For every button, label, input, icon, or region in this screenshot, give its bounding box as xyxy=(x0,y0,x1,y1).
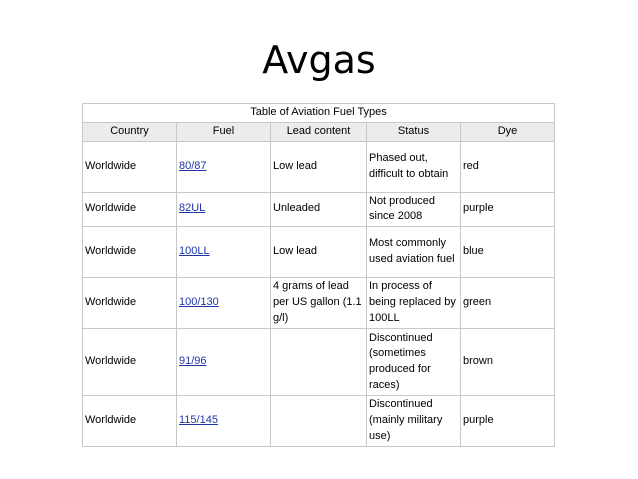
column-header-fuel: Fuel xyxy=(177,122,271,141)
fuel-cell xyxy=(177,329,271,396)
table-caption-row xyxy=(83,104,555,123)
fuel-link[interactable]: 115/145 xyxy=(179,414,218,427)
table-header-row xyxy=(83,122,555,141)
table-row xyxy=(83,396,555,447)
lead-cell: Unleaded xyxy=(271,192,367,227)
fuel-cell xyxy=(177,396,271,447)
fuel-link[interactable]: 82UL xyxy=(179,202,206,215)
lead-cell: 4 grams of lead per US gallon (1.1 g/l) xyxy=(271,278,367,329)
table-row xyxy=(83,227,555,278)
column-header-status: Status xyxy=(367,122,461,141)
status-cell: Discontinued (mainly military use) xyxy=(367,396,461,447)
status-cell: Most commonly used aviation fuel xyxy=(367,227,461,278)
dye-cell: green xyxy=(461,278,555,329)
fuel-link[interactable]: 80/87 xyxy=(179,159,207,172)
fuel-cell xyxy=(177,227,271,278)
fuel-link[interactable]: 100/130 xyxy=(179,296,219,309)
dye-cell: purple xyxy=(461,396,555,447)
status-cell: Discontinued (sometimes produced for races) xyxy=(367,329,461,396)
column-header-dye: Dye xyxy=(461,122,555,141)
lead-cell xyxy=(271,396,367,447)
dye-cell: purple xyxy=(461,192,555,227)
country-cell: Worldwide xyxy=(83,227,177,278)
table-row xyxy=(83,329,555,396)
country-cell: Worldwide xyxy=(83,192,177,227)
table-row xyxy=(83,141,555,192)
column-header-country: Country xyxy=(83,122,177,141)
column-header-lead-content: Lead content xyxy=(271,122,367,141)
table-row xyxy=(83,192,555,227)
dye-cell: red xyxy=(461,141,555,192)
lead-cell: Low lead xyxy=(271,227,367,278)
status-cell: Phased out, difficult to obtain xyxy=(367,141,461,192)
fuel-types-table xyxy=(82,103,555,447)
table-caption: Table of Aviation Fuel Types xyxy=(83,104,555,123)
country-cell: Worldwide xyxy=(83,278,177,329)
dye-cell: brown xyxy=(461,329,555,396)
country-cell: Worldwide xyxy=(83,141,177,192)
slide-title: Avgas xyxy=(262,38,376,82)
country-cell: Worldwide xyxy=(83,396,177,447)
dye-cell: blue xyxy=(461,227,555,278)
country-cell: Worldwide xyxy=(83,329,177,396)
fuel-link[interactable]: 91/96 xyxy=(179,355,207,368)
status-cell: In process of being replaced by 100LL xyxy=(367,278,461,329)
fuel-link[interactable]: 100LL xyxy=(179,245,210,258)
lead-cell: Low lead xyxy=(271,141,367,192)
table-row xyxy=(83,278,555,329)
fuel-cell xyxy=(177,278,271,329)
fuel-cell xyxy=(177,141,271,192)
fuel-cell xyxy=(177,192,271,227)
lead-cell xyxy=(271,329,367,396)
status-cell: Not produced since 2008 xyxy=(367,192,461,227)
